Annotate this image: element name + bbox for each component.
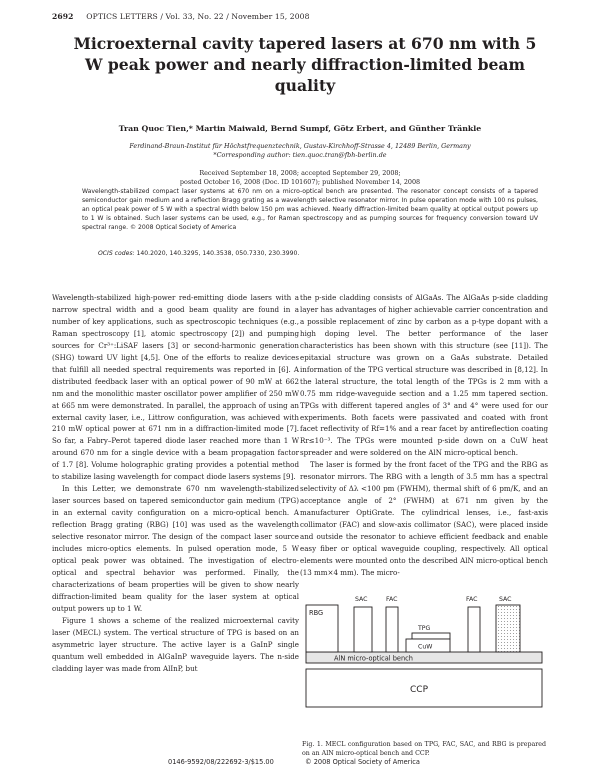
affiliation-block <box>40 142 560 161</box>
rbg-label: RBG <box>309 609 324 617</box>
paragraph: the p-side cladding consists of AlGaAs. The AlGaAs p-side cladding layer has advantages of higher achievable carrier concentration and a possible replacement of zinc by carbon as a p-type dopant with a high doping level. The better performance of the laser characteristics has been shown with this structure (see [11]). The epitaxial structure was grown on a GaAs substrate. Detailed information of the TPG vertical structure was described in [8,12]. In the lateral structure, the total length of the TPGs is 2 mm with a 0.75 mm ridge-waveguide section and a 1.25 mm tapered section. TPGs with different tapered angles of 3° and 4° were used for our experiments. Both facets were passivated and coated with front facet reflectivity of Rf=1% and a rear facet by antireflection coating Rr≤10⁻³. The TPGs were mounted p-side down on a CuW heat spreader and were soldered on the AlN micro-optical bench. <box>300 293 548 458</box>
fac-right-label: FAC <box>466 596 478 603</box>
ocis-values: 140.2020, 140.3295, 140.3538, 050.7330, 230.3990. <box>136 250 300 257</box>
ocis-codes <box>98 250 299 257</box>
sac-left-element <box>354 607 372 652</box>
right-column <box>300 292 548 579</box>
affiliation: Ferdinand-Braun-Institut für Höchstfrequenztechnik, Gustav-Kirchhoff-Strasse 4, 12489 Berlin, Germany <box>129 142 471 150</box>
corresponding-author: *Corresponding author: tien.quoc.tran@fbh-berlin.de <box>213 151 387 160</box>
fac-left-label: FAC <box>386 596 398 603</box>
fac-right-element <box>468 607 480 652</box>
received-date: Received September 18, 2008; accepted September 29, 2008; <box>199 169 401 177</box>
article-title: Microexternal cavity tapered lasers at 670 nm with 5 W peak power and nearly diffraction-limited beam quality <box>73 34 537 95</box>
cuw-label: CuW <box>418 643 433 651</box>
ocis-label: OCIS codes: <box>98 250 135 257</box>
mecl-schematic-figure <box>302 587 546 725</box>
author-list: Tran Quoc Tien,* Martin Maiwald, Bernd Sumpf, Götz Erbert, and Günther Tränkle <box>118 124 482 133</box>
paragraph: The laser is formed by the front facet of the TPG and the RBG as resonator mirrors. The RBG with a length of 3.5 mm has a spectral selectivity of Δλ <100 pm (FWHM), thermal shift of 6 pm/K, and an acceptance angle of 2° (FWHM) at 671 nm given by the manufacturer OptiGrate. The cylindrical lenses, i.e., fast-axis collimator (FAC) and slow-axis collimator (SAC), were placed inside and outside the resonator to achieve efficient feedback and enable easy fiber or optical waveguide coupling, respectively. All optical elements were mounted onto the described AlN micro-optical bench (13 mm×4 mm). The micro- <box>300 460 548 577</box>
tpg-chip <box>412 633 450 639</box>
running-head <box>52 12 310 21</box>
paragraph: In this Letter, we demonstrate 670 nm wavelength-stabilized laser sources based on tapered semiconductor gain medium (TPG) in an external cavity configuration on a micro-optical bench. A reflection Bragg grating (RBG) [10] was used as the wavelength selective resonator mirror. The design of the compact laser source includes micro-optics elements. In pulsed operation mode, 5 W optical peak power was obtained. The investigation of electro-optical and spectral behavior was performed. Finally, the characterizations of beam properties will be given to show nearly diffraction-limited beam quality for the laser system at optical output powers up to 1 W. <box>52 484 299 613</box>
sac-right-element <box>496 605 520 652</box>
abstract: Wavelength-stabilized compact laser systems at 670 nm on a micro-optical bench are presented. The resonator concept consists of a tapered semiconductor gain medium and a reflection Bragg grating as a wavelength selective resonator mirror. In pulse operation mode with 100 ns pulses, an optical peak power of 5 W with a spectral width below 150 pm was achieved. Nearly diffraction-limited beam quality at optical output powers up to 1 W is obtained. Such laser systems can be used, e.g., for Raman spectroscopy and as pumping sources for frequency conversion toward UV spectral range. © 2008 Optical Society of America <box>82 188 538 232</box>
fac-left-element <box>386 607 398 652</box>
posted-date: posted October 16, 2008 (Doc. ID 101607); published November 14, 2008 <box>179 178 421 186</box>
left-column <box>52 292 299 675</box>
tpg-label: TPG <box>418 625 431 632</box>
figure-caption: Fig. 1. MECL configuration based on TPG, FAC, SAC, and RBG is prepared on an AlN micro-optical bench and CCP. <box>302 741 546 757</box>
copyright-notice: © 2008 Optical Society of America <box>305 758 420 766</box>
sac-right-label: SAC <box>499 596 512 603</box>
ccp-label: CCP <box>410 685 428 695</box>
publication-dates <box>40 169 560 187</box>
sac-left-label: SAC <box>355 596 368 603</box>
paragraph: Figure 1 shows a scheme of the realized microexternal cavity laser (MECL) system. The vertical structure of TPG is based on an asymmetric layer structure. The active layer is a GaInP single quantum well embedded in AlGaInP waveguide layers. The n-side cladding layer was made from AlInP, but <box>52 615 299 673</box>
page-number: 2692 <box>52 12 74 21</box>
journal-citation: OPTICS LETTERS / Vol. 33, No. 22 / November 15, 2008 <box>86 12 310 21</box>
article-code: 0146-9592/08/222692-3/$15.00 <box>168 758 274 766</box>
bench-label: AlN micro-optical bench <box>334 654 413 663</box>
paragraph: Wavelength-stabilized high-power red-emitting diode lasers with a narrow spectral width and a good beam quality are found in a number of key applications, such as spectroscopic techniques (e.g., Raman spectroscopy [1], atomic spectroscopy [2]) and pumping sources for Cr³⁺:LiSAF lasers [3] or second-harmonic generation (SHG) toward UV light [4,5]. One of the efforts to realize devices that fulfill all needed spectral requirements was reported in [6]. A distributed feedback laser with an optical power of 90 mW at 662 nm and the monolithic master oscillator power amplifier of 250 mW at 665 nm were demonstrated. In parallel, the approach of using an external cavity laser, i.e., Littrow configuration, was achieved with 210 mW optical power at 671 nm in a diffraction-limited mode [7]. So far, a Fabry–Perot tapered diode laser reached more than 1 W around 670 nm for a single device with a beam propagation factor of 1.7 [8]. Volume holographic grating provides a potential method to stabilize lasing wavelength for compact diode lasers systems [9]. <box>52 293 299 482</box>
